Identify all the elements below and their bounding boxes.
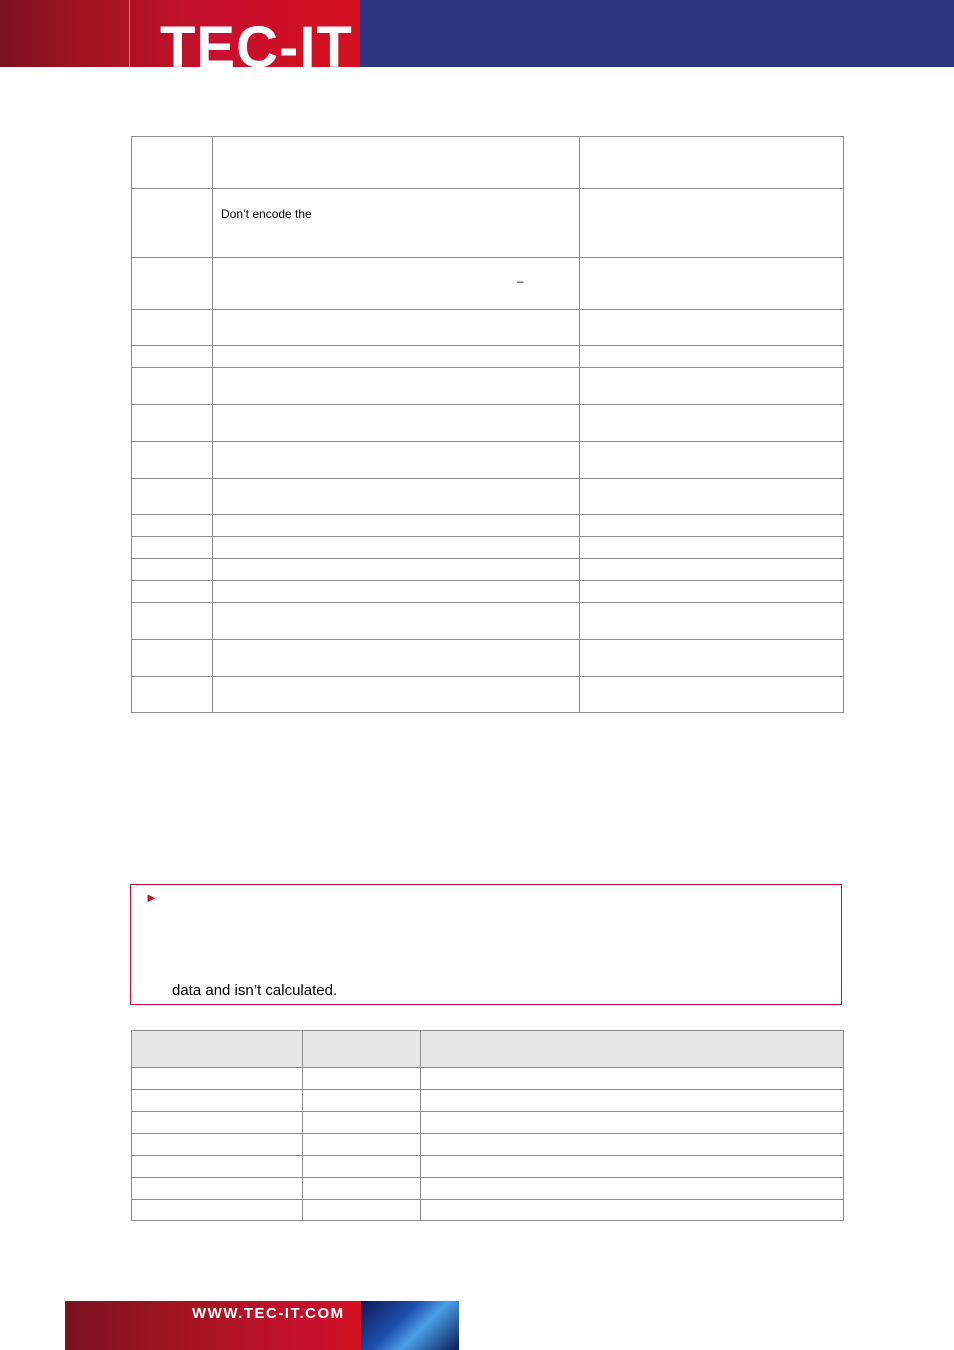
table-row xyxy=(132,1090,844,1112)
table-row xyxy=(132,1178,844,1200)
table-row xyxy=(132,603,844,640)
table-row xyxy=(132,1156,844,1178)
values-table xyxy=(131,1030,844,1221)
table-row xyxy=(132,1200,844,1221)
table-row xyxy=(132,189,844,258)
table-row xyxy=(132,346,844,368)
table-row xyxy=(132,479,844,515)
table-row xyxy=(132,640,844,677)
page-header xyxy=(0,0,954,67)
table-row xyxy=(132,537,844,559)
table-row xyxy=(132,581,844,603)
table-row xyxy=(132,405,844,442)
table-row xyxy=(132,1068,844,1090)
header-blue-band xyxy=(360,0,954,67)
page-footer xyxy=(65,1301,459,1350)
table-row xyxy=(132,1112,844,1134)
header-divider xyxy=(129,0,130,67)
table-row xyxy=(132,1134,844,1156)
table-header-row xyxy=(132,1031,844,1068)
note-text: data and isn’t calculated. xyxy=(172,982,338,999)
website-link[interactable]: WWW.TEC-IT.COM xyxy=(192,1305,345,1322)
arrow-right-icon: ► xyxy=(145,890,158,905)
tec-it-logo: TEC-IT xyxy=(160,16,353,67)
table-cell-text: Don’t encode the xyxy=(221,207,312,221)
note-box xyxy=(130,884,842,1005)
footer-graphic xyxy=(361,1301,459,1350)
table-row xyxy=(132,515,844,537)
table-cell-dash: – xyxy=(517,274,524,288)
table-row xyxy=(132,310,844,346)
table-row xyxy=(132,137,844,189)
table-row xyxy=(132,258,844,310)
table-row xyxy=(132,442,844,479)
table-row xyxy=(132,677,844,713)
table-row xyxy=(132,559,844,581)
header-red-band xyxy=(0,0,360,67)
parameter-table xyxy=(131,136,844,713)
table-row xyxy=(132,368,844,405)
